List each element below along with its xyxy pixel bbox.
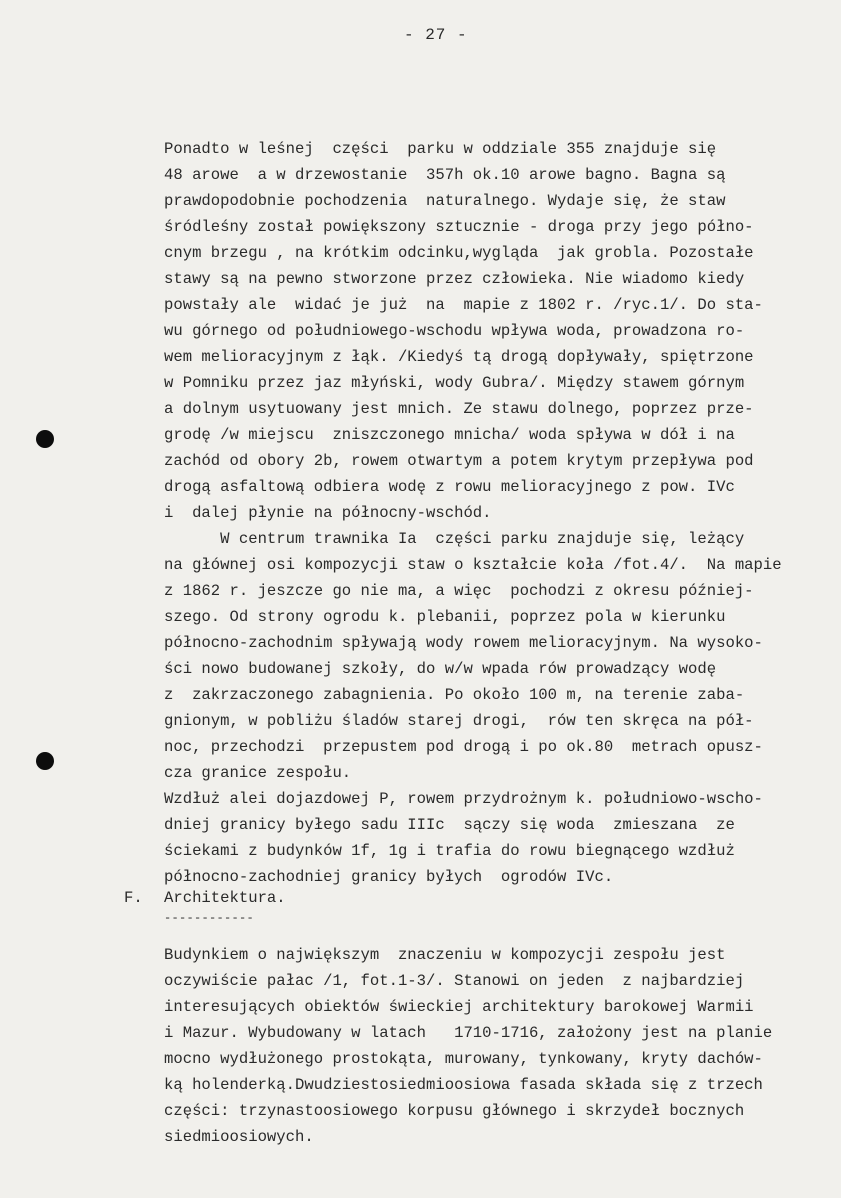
text-line: grodę /w miejscu zniszczonego mnicha/ woda spływa w dół i na	[164, 426, 735, 444]
text-line: mocno wydłużonego prostokąta, murowany, tynkowany, kryty dachów-	[164, 1050, 763, 1068]
text-line: W centrum trawnika Ia części parku znajduje się, leżący	[164, 530, 745, 548]
section-title-underline: ------------	[164, 911, 255, 925]
text-line: ściekami z budynków 1f, 1g i trafia do rowu biegnącego wzdłuż	[164, 842, 735, 860]
text-line: śródleśny został powiększony sztucznie - droga przy jego półno-	[164, 218, 754, 236]
text-line: i Mazur. Wybudowany w latach 1710-1716, założony jest na planie	[164, 1024, 773, 1042]
text-line: części: trzynastoosiowego korpusu głównego i skrzydeł bocznych	[164, 1102, 745, 1120]
text-line: z zakrzaczonego zabagnienia. Po około 100 m, na terenie zaba-	[164, 686, 745, 704]
text-line: Budynkiem o największym znaczeniu w kompozycji zespołu jest	[164, 946, 726, 964]
text-line: 48 arowe a w drzewostanie 357h ok.10 arowe bagno. Bagna są	[164, 166, 726, 184]
text-line: prawdopodobnie pochodzenia naturalnego. Wydaje się, że staw	[164, 192, 726, 210]
text-line: stawy są na pewno stworzone przez człowieka. Nie wiadomo kiedy	[164, 270, 745, 288]
text-line: Ponadto w leśnej części parku w oddziale 355 znajduje się	[164, 140, 717, 158]
text-line: ści nowo budowanej szkoły, do w/w wpada rów prowadzący wodę	[164, 660, 717, 678]
text-line: północno-zachodnim spływają wody rowem melioracyjnym. Na wysoko-	[164, 634, 763, 652]
text-line: z 1862 r. jeszcze go nie ma, a więc pochodzi z okresu później-	[164, 582, 754, 600]
section-letter: F.	[124, 889, 143, 907]
text-line: noc, przechodzi przepustem pod drogą i po ok.80 metrach opusz-	[164, 738, 763, 756]
page-number: - 27 -	[404, 26, 468, 44]
text-line: a dolnym usytuowany jest mnich. Ze stawu dolnego, poprzez prze-	[164, 400, 754, 418]
text-line: zachód od obory 2b, rowem otwartym a potem krytym przepływa pod	[164, 452, 754, 470]
text-line: ką holenderką.Dwudziestosiedmioosiowa fasada składa się z trzech	[164, 1076, 763, 1094]
text-line: i dalej płynie na północny-wschód.	[164, 504, 492, 522]
text-line: drogą asfaltową odbiera wodę z rowu melioracyjnego z pow. IVc	[164, 478, 735, 496]
punch-hole-bottom	[36, 752, 54, 770]
text-line: szego. Od strony ogrodu k. plebanii, poprzez pola w kierunku	[164, 608, 726, 626]
text-line: w Pomniku przez jaz młyński, wody Gubra/. Między stawem górnym	[164, 374, 745, 392]
text-line: północno-zachodniej granicy byłych ogrodów IVc.	[164, 868, 614, 886]
punch-hole-top	[36, 430, 54, 448]
text-line: Wzdłuż alei dojazdowej P, rowem przydrożnym k. południowo-wscho-	[164, 790, 763, 808]
text-line: powstały ale widać je już na mapie z 1802 r. /ryc.1/. Do sta-	[164, 296, 763, 314]
text-line: gnionym, w pobliżu śladów starej drogi, rów ten skręca na pół-	[164, 712, 754, 730]
text-line: na głównej osi kompozycji staw o kształcie koła /fot.4/. Na mapie	[164, 556, 782, 574]
text-line: interesujących obiektów świeckiej architektury barokowej Warmii	[164, 998, 754, 1016]
text-line: cza granice zespołu.	[164, 764, 352, 782]
text-line: cnym brzegu , na krótkim odcinku,wygląda jak grobla. Pozostałe	[164, 244, 754, 262]
text-line: wem melioracyjnym z łąk. /Kiedyś tą drogą dopływały, spiętrzone	[164, 348, 754, 366]
text-line: wu górnego od południowego-wschodu wpływa woda, prowadzona ro-	[164, 322, 745, 340]
text-line: oczywiście pałac /1, fot.1-3/. Stanowi on jeden z najbardziej	[164, 972, 745, 990]
text-line: siedmioosiowych.	[164, 1128, 314, 1146]
section-title: Architektura.	[164, 889, 286, 907]
text-line: dniej granicy byłego sadu IIIc sączy się woda zmieszana ze	[164, 816, 735, 834]
